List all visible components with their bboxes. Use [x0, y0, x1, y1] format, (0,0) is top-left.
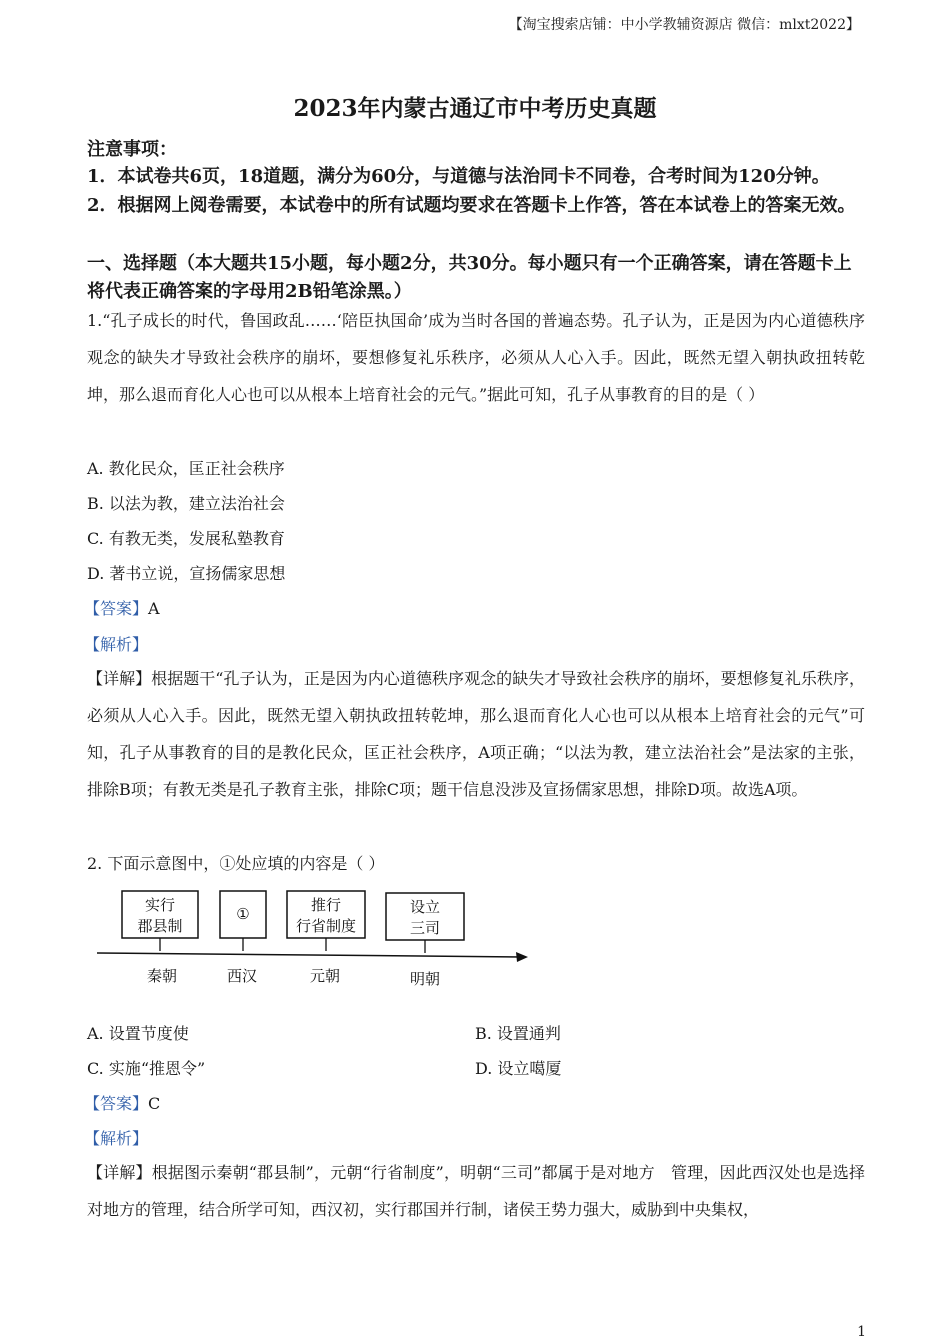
timeline-box-qin-line1: 实行 [144, 896, 176, 914]
header-note: 【淘宝搜索店铺：中小学教辅资源店 微信：mlxt2022】 [508, 17, 860, 33]
timeline-box-qin-line2: 郡县制 [137, 917, 183, 935]
page-title: 2023年内蒙古通辽市中考历史真题 [293, 95, 657, 122]
era-label-xihan: 西汉 [226, 967, 258, 985]
q2-stem: 2. 下面示意图中，①处应填的内容是（ ） [87, 854, 385, 873]
q1-option-c: C. 有教无类，发展私塾教育 [87, 529, 285, 548]
notice-item-1: 1．本试卷共6页，18道题，满分为60分，与道德与法治同卡不同卷，合考时间为120分钟。 [87, 166, 830, 187]
q2-option-a: A. 设置节度使 [87, 1024, 189, 1043]
timeline-arrow [516, 952, 528, 962]
detail-tag: 【详解】 [87, 1163, 152, 1182]
q2-answer: C [148, 1094, 161, 1113]
timeline-svg [92, 885, 542, 995]
q2-option-d: D. 设立噶厦 [475, 1059, 562, 1078]
q1-detail-text: 根据题干“孔子认为，正是因为内心道德秩序观念的缺失才导致社会秩序的崩坏，要想修复礼乐秩序，必须从人心入手。因此，既然无望入朝执政扭转乾坤，那么退而育化人心也可以从根本上培育社会的元气”可知，孔子从事教育的目的是教化民众，匡正社会秩序，A项正确；“以法为教，建立法治社会”是法家的主张，排除B项；有教无类是孔子教育主张，排除C项；题干信息没涉及宣扬儒家思想，排除D项。故选A项。 [87, 669, 865, 799]
q2-option-c: C. 实施“推恩令” [87, 1059, 206, 1078]
era-label-qin: 秦朝 [146, 967, 178, 985]
q1-analysis-tag: 【解析】 [84, 635, 149, 654]
era-label-ming: 明朝 [409, 970, 441, 988]
q1-stem: 1.“孔子成长的时代，鲁国政乱……‘陪臣执国命’成为当时各国的普遍态势。孔子认为，正是因为内心道德秩序观念的缺失才导致社会秩序的崩坏，要想修复礼乐秩序，必须从人心入手。因此，既然无望入朝执政扭转乾坤，那么退而育化人心也可以从根本上培育社会的元气。”据此可知，孔子从事教育的目的是（ ） [87, 311, 865, 404]
q1-option-a: A. 教化民众，匡正社会秩序 [87, 459, 285, 478]
answer-tag: 【答案】 [84, 599, 149, 618]
q1-detail [87, 660, 865, 808]
detail-tag: 【详解】 [87, 669, 152, 688]
timeline-box-ming-line1: 设立 [409, 898, 441, 916]
section-heading: 一、选择题（本大题共15小题，每小题2分，共30分。每小题只有一个正确答案，请在答题卡上将代表正确答案的字母用2B铅笔涂黑。） [87, 253, 852, 302]
q2-answer-line [84, 1093, 160, 1115]
page-number: 1 [857, 1324, 866, 1340]
q1-answer-line [84, 598, 160, 620]
era-label-yuan: 元朝 [309, 967, 341, 985]
notice-item-2: 2．根据网上阅卷需要，本试卷中的所有试题均要求在答题卡上作答，答在本试卷上的答案无效。 [87, 195, 856, 216]
q1-option-d: D. 著书立说，宣扬儒家思想 [87, 564, 286, 583]
q1-answer: A [148, 599, 160, 618]
timeline-axis [97, 953, 522, 957]
q2-option-b: B. 设置通判 [475, 1024, 561, 1043]
answer-tag: 【答案】 [84, 1094, 149, 1113]
q2-analysis-tag: 【解析】 [84, 1129, 149, 1148]
q1-option-b: B. 以法为教，建立法治社会 [87, 494, 285, 513]
q2-detail-text: 根据图示秦朝“郡县制”，元朝“行省制度”，明朝“三司”都属于是对地方 管理，因此西汉处也是选择对地方的管理，结合所学可知，西汉初，实行郡国并行制，诸侯王势力强大，威胁到中央集权， [87, 1163, 865, 1219]
timeline-box-xihan-line1: ① [236, 905, 250, 923]
timeline-box-yuan-line1: 推行 [310, 896, 342, 914]
timeline-diagram [92, 885, 542, 999]
q2-detail [87, 1154, 865, 1228]
notice-heading: 注意事项： [87, 139, 177, 160]
timeline-box-yuan-line2: 行省制度 [295, 917, 357, 935]
timeline-box-ming-line2: 三司 [409, 919, 441, 937]
